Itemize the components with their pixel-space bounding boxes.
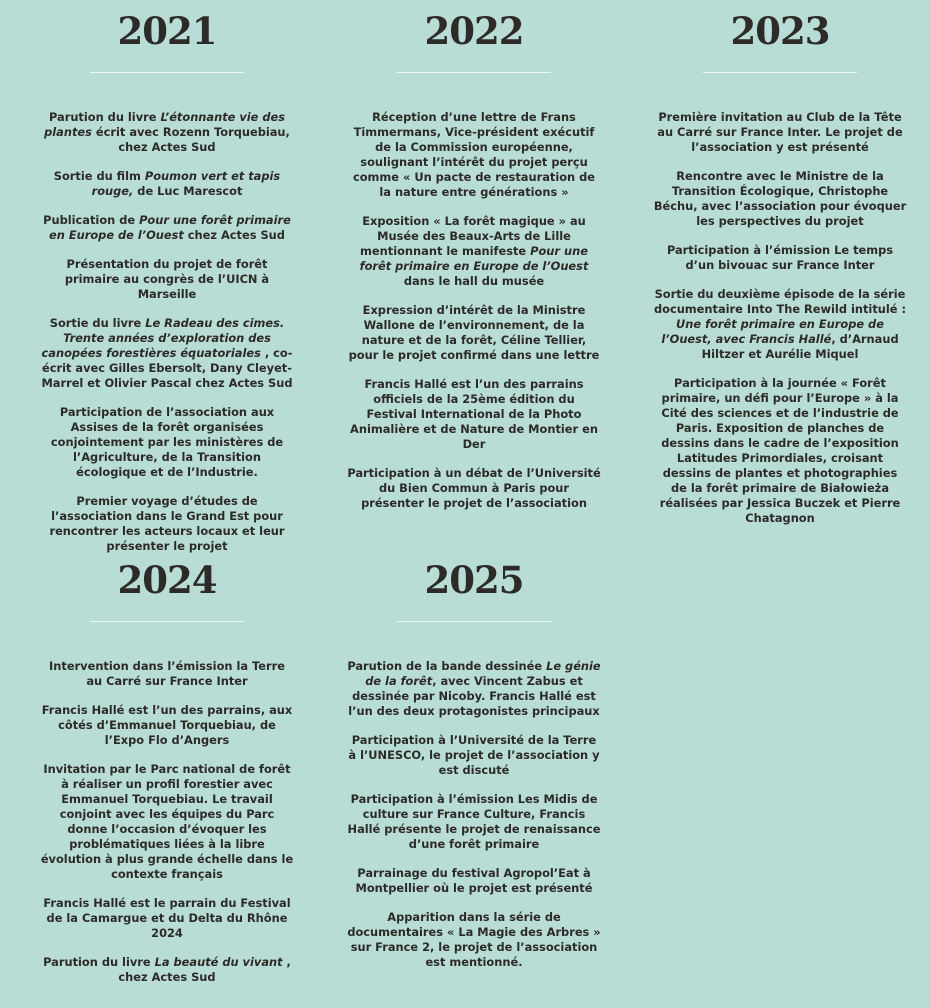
event-item [40, 405, 294, 480]
event-text: Publication de [43, 213, 140, 227]
event-text: Participation de l’association aux Assises de la forêt organisées conjointement par les ministères de l’Agriculture, de la Transition écologique et de l’Industrie. [50, 405, 284, 479]
event-item [347, 792, 601, 852]
year-divider [397, 72, 551, 73]
event-item [40, 110, 294, 155]
event-text: , avec Vincent Zabus et dessinée par Nicoby. Francis Hallé est l’un des deux protagonistes principaux [348, 674, 600, 718]
event-title-italic: Le Radeau des cimes. Trente années d’exploration des canopées forestières équatoriales [41, 316, 285, 360]
event-item [347, 910, 601, 970]
event-text: , d’Arnaud Hiltzer et Aurélie Miquel [701, 332, 899, 361]
event-title-italic: Pour une forêt primaire en Europe de l’Ouest [49, 213, 291, 242]
event-item [347, 659, 601, 719]
event-text: Apparition dans la série de documentaires « La Magie des Arbres » sur France 2, le projet de l’association est mentionné. [347, 910, 601, 969]
year-divider [397, 621, 551, 622]
event-text: , chez Actes Sud [118, 955, 291, 984]
event-title-italic: Poumon vert et tapis rouge, [91, 169, 281, 198]
event-text: Participation à l’émission Le temps d’un bivouac sur France Inter [666, 243, 894, 272]
event-item [653, 169, 907, 229]
event-text: Sortie du livre [49, 316, 146, 330]
event-item [653, 376, 907, 526]
year-heading: 2025 [424, 558, 524, 602]
event-list [40, 110, 294, 568]
event-item [40, 762, 294, 882]
event-title-italic: Le génie de la forêt [365, 659, 601, 688]
year-divider [703, 72, 857, 73]
event-item [347, 377, 601, 452]
event-text: Présentation du projet de forêt primaire au congrès de l’UICN à Marseille [64, 257, 270, 301]
event-text: Parution du livre [48, 110, 161, 124]
event-item [40, 169, 294, 199]
event-text: Réception d’une lettre de Frans Timmermans, Vice-président exécutif de la Commission européenne, soulignant l’intérêt du projet perçu comme « Un pacte de restauration de la nature entre générations » [352, 110, 596, 199]
event-item [40, 703, 294, 748]
event-item [40, 494, 294, 554]
event-item [347, 866, 601, 896]
event-list [40, 659, 294, 999]
event-item [653, 110, 907, 155]
event-text: Francis Hallé est l’un des parrains officiels de la 25ème édition du Festival International de la Photo Animalière et de Nature de Montier en Der [350, 377, 598, 451]
event-list [347, 659, 601, 984]
event-title-italic: L’étonnante vie des plantes [44, 110, 286, 139]
event-text: Parution de la bande dessinée [347, 659, 547, 673]
event-text: Exposition « La forêt magique » au Musée des Beaux-Arts de Lille mentionnant le manifeste [360, 214, 586, 258]
event-title-italic: Pour une forêt primaire en Europe de l’Ouest [359, 244, 589, 273]
event-item [40, 316, 294, 391]
event-item [40, 659, 294, 689]
event-text: Invitation par le Parc national de forêt à réaliser un profil forestier avec Emmanuel Torquebiau. Le travail conjoint avec les équipes du Parc donne l’occasion d’évoquer les problématiques liées à la libre évolution à plus grande échelle dans le contexte français [40, 762, 294, 881]
event-text: chez Actes Sud [183, 228, 285, 242]
event-text: Participation à l’émission Les Midis de culture sur France Culture, Francis Hallé présente le projet de renaissance d’une forêt primaire [347, 792, 601, 851]
year-heading: 2021 [117, 9, 217, 53]
year-heading: 2022 [424, 9, 524, 53]
event-item [40, 257, 294, 302]
event-text: Sortie du film [53, 169, 145, 183]
event-text: , co-écrit avec Gilles Ebersolt, Dany Cleyet-Marrel et Olivier Pascal chez Actes Sud [41, 346, 293, 390]
event-text: Intervention dans l’émission la Terre au Carré sur France Inter [49, 659, 285, 688]
event-item [653, 287, 907, 362]
event-text: Expression d’intérêt de la Ministre Wallone de l’environnement, de la nature et de la forêt, Céline Tellier, pour le projet confirmé dans une lettre [348, 303, 600, 362]
event-text: Rencontre avec le Ministre de la Transition Écologique, Christophe Béchu, avec l’association pour évoquer les perspectives du projet [653, 169, 907, 228]
event-item [40, 955, 294, 985]
event-text: Participation à un débat de l’Université du Bien Commun à Paris pour présenter le projet de l’association [347, 466, 601, 510]
event-list [653, 110, 907, 540]
event-text: écrit avec Rozenn Torquebiau, chez Actes Sud [91, 125, 290, 154]
year-heading: 2023 [730, 9, 830, 53]
event-title-italic: La beauté du vivant [154, 955, 283, 969]
event-text: Premier voyage d’études de l’association dans le Grand Est pour rencontrer les acteurs locaux et leur présenter le projet [49, 494, 285, 553]
event-item [347, 110, 601, 200]
event-title-italic: Une forêt primaire en Europe de l’Ouest, avec Francis Hallé [661, 317, 884, 346]
event-item [347, 733, 601, 778]
event-text: Francis Hallé est le parrain du Festival de la Camargue et du Delta du Rhône 2024 [43, 896, 291, 940]
event-text: Parution du livre [43, 955, 155, 969]
event-item [347, 466, 601, 511]
event-text: Participation à l’Université de la Terre à l’UNESCO, le projet de l’association y est discuté [348, 733, 600, 777]
event-text: de Luc Marescot [133, 184, 243, 198]
year-divider [90, 621, 244, 622]
event-text: Participation à la journée « Forêt primaire, un défi pour l’Europe » à la Cité des sciences et de l’industrie de Paris. Exposition de planches de dessins dans le cadre de l’exposition Latitudes Primordiales, croisant dessins de plantes et photographies de la forêt primaire de Białowieża réalisées par Jessica Buczek et Pierre Chatagnon [659, 376, 901, 525]
event-text: Sortie du deuxième épisode de la série documentaire Into The Rewild intitulé : [653, 287, 907, 316]
event-text: dans le hall du musée [403, 274, 545, 288]
event-text: Parrainage du festival Agropol’Eat à Montpellier où le projet est présenté [355, 866, 593, 895]
event-item [347, 214, 601, 289]
event-item [653, 243, 907, 273]
year-divider [90, 72, 244, 73]
event-item [40, 213, 294, 243]
year-heading: 2024 [117, 558, 217, 602]
event-item [347, 303, 601, 363]
event-text: Francis Hallé est l’un des parrains, aux côtés d’Emmanuel Torquebiau, de l’Expo Flo d’Angers [41, 703, 293, 747]
event-item [40, 896, 294, 941]
event-text: Première invitation au Club de la Tête au Carré sur France Inter. Le projet de l’association y est présenté [657, 110, 903, 154]
event-list [347, 110, 601, 525]
